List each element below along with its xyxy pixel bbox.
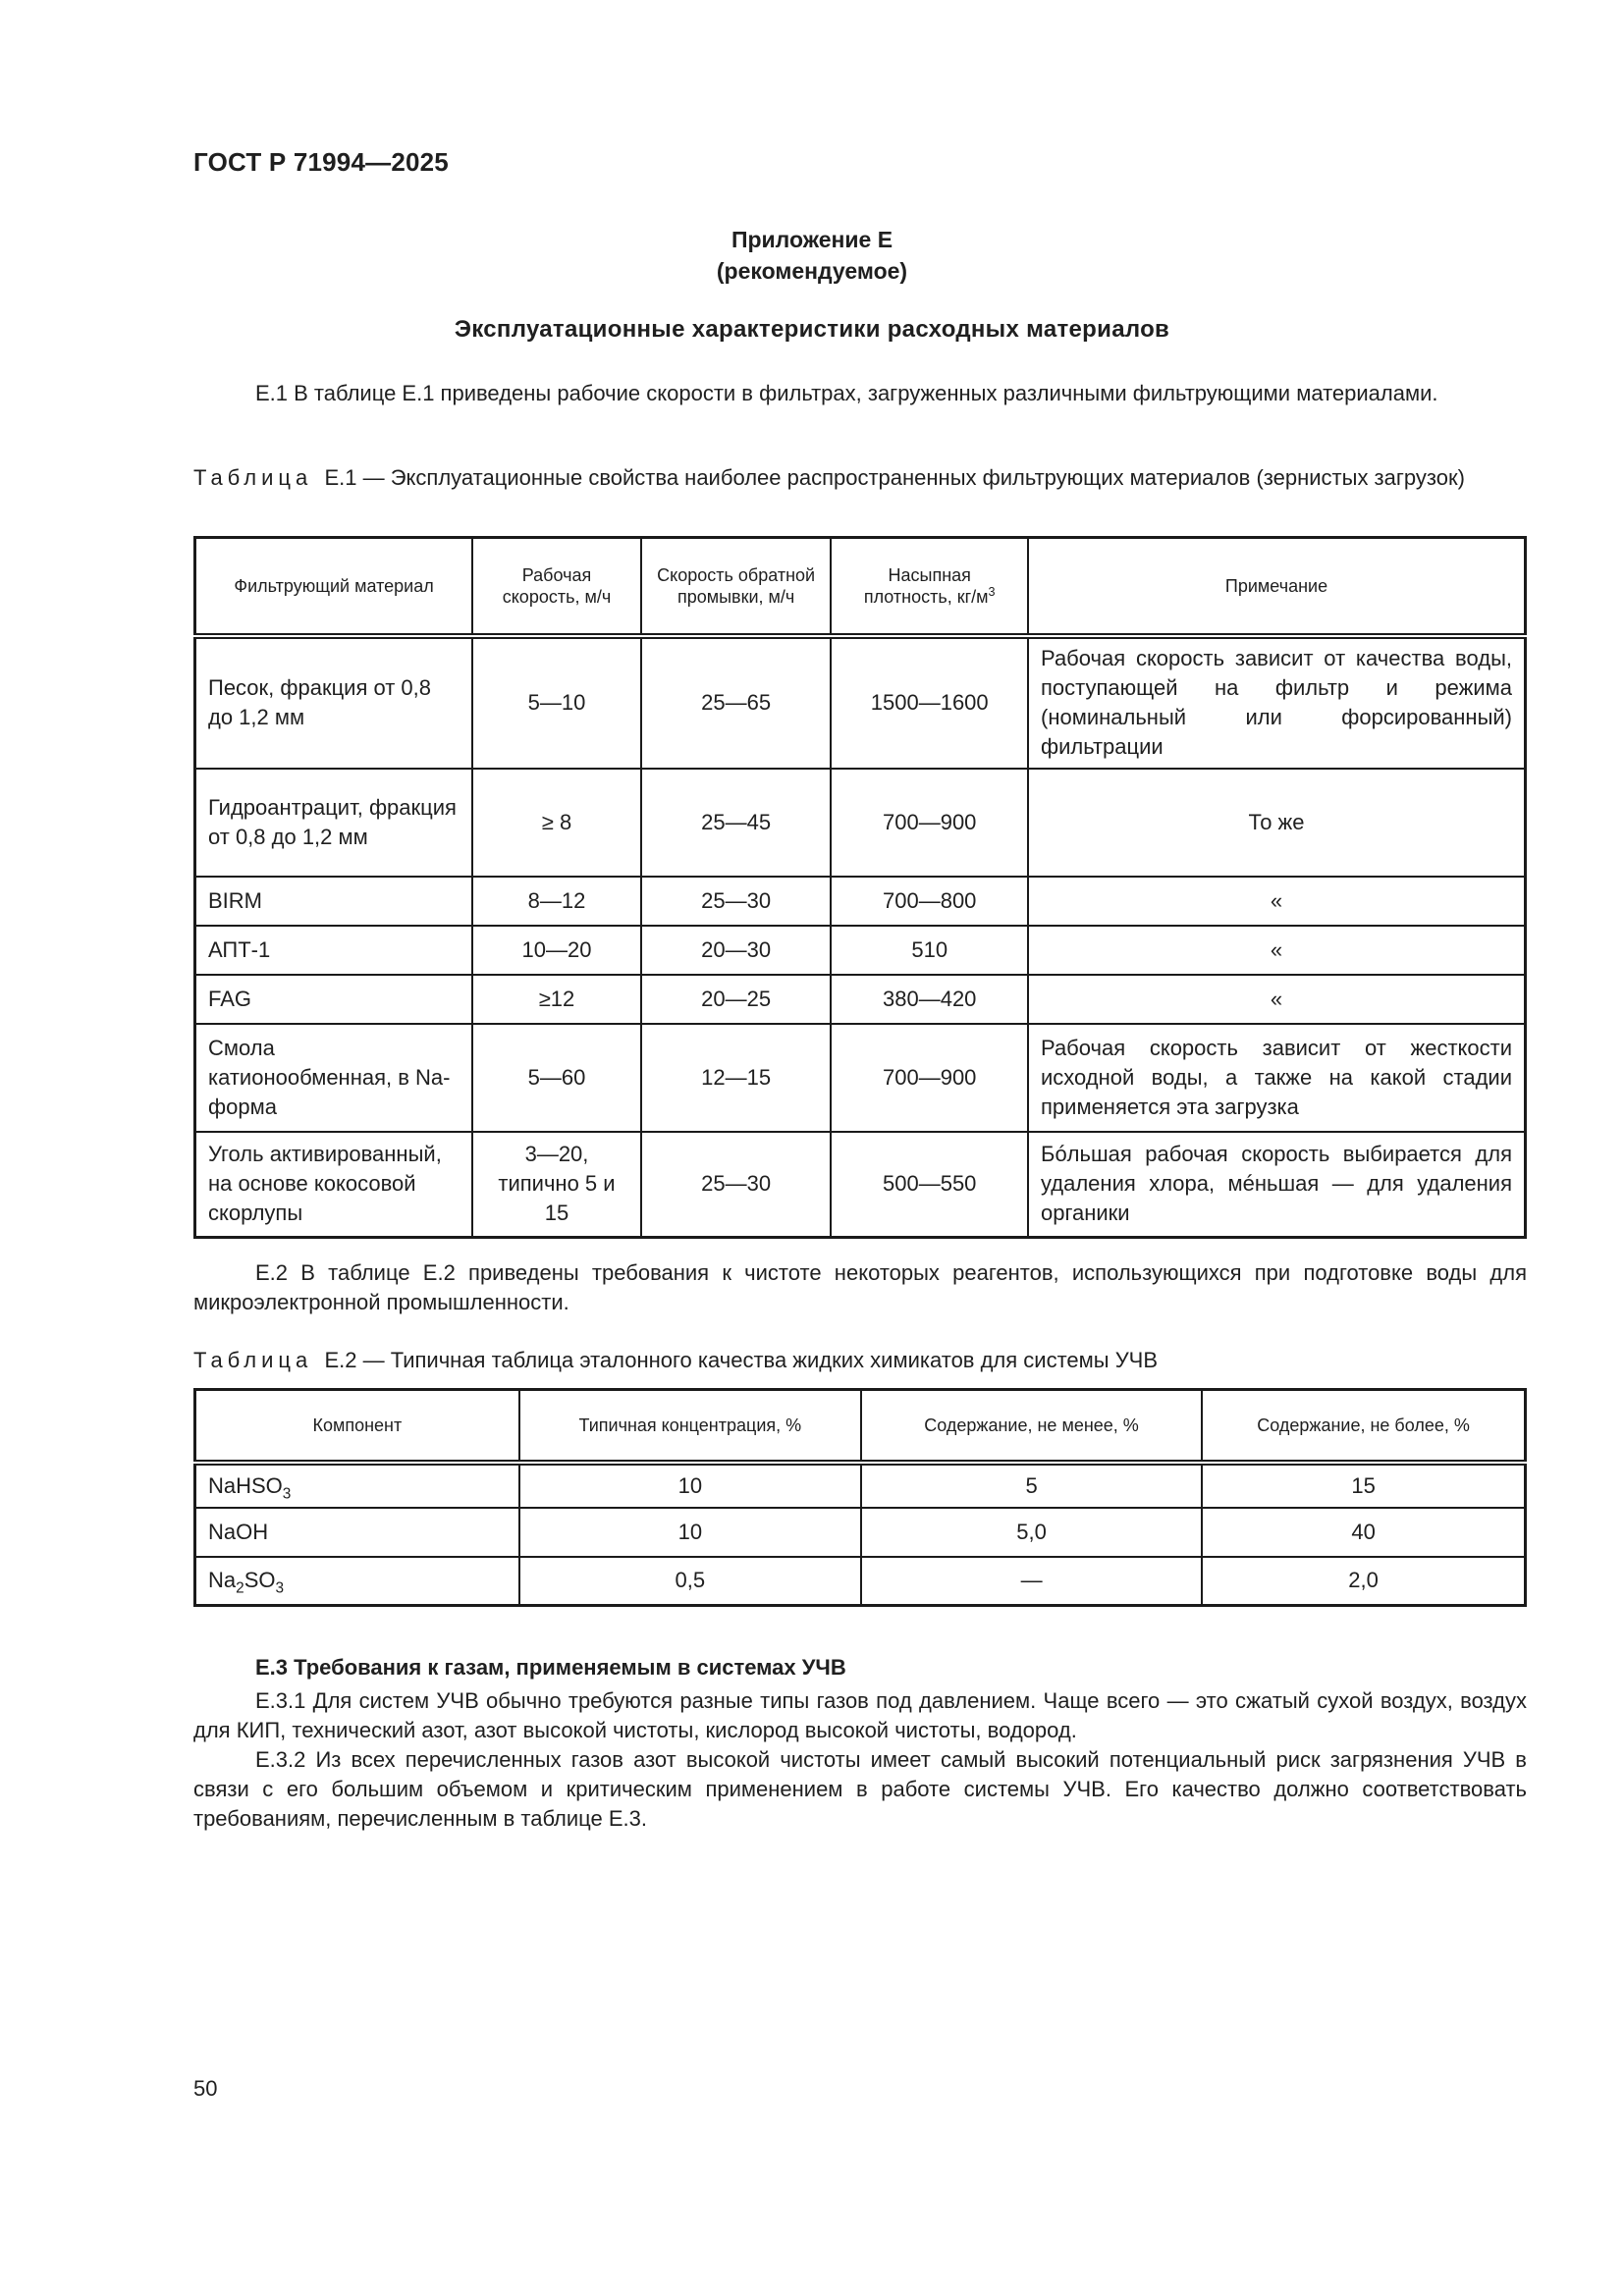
section-e1-text: Е.1 В таблице Е.1 приведены рабочие скорости в фильтрах, загруженных различными фильтрующими материалами. <box>255 381 1438 405</box>
cell-note: Рабочая скорость зависит от жесткости исходной воды, а также на какой стадии применяется эта загрузка <box>1028 1024 1526 1132</box>
header-backwash-speed: Скорость обратной промывки, м/ч <box>641 538 832 636</box>
table-row <box>195 926 1526 975</box>
header-typical-concentration: Типичная концентрация, % <box>519 1390 861 1463</box>
cell-note: То же <box>1028 769 1526 877</box>
annex-title: Приложение Е <box>731 227 893 252</box>
cell-note: Бóльшая рабочая скорость выбирается для удаления хлора, мéньшая — для удаления органики <box>1028 1132 1526 1238</box>
cell-max: 2,0 <box>1202 1557 1525 1606</box>
cell-backwash-speed: 25—65 <box>641 636 832 769</box>
formula-base: NaHSO <box>208 1472 283 1498</box>
cell-backwash-speed: 25—30 <box>641 877 832 926</box>
table-row <box>195 877 1526 926</box>
cell-density: 510 <box>831 926 1028 975</box>
section-e3-heading-text: Е.3 Требования к газам, применяемым в системах УЧВ <box>255 1655 846 1680</box>
formula-sub: 3 <box>275 1579 285 1597</box>
cell-note: « <box>1028 877 1526 926</box>
cell-material: Гидроантрацит, фракция от 0,8 до 1,2 мм <box>195 769 473 877</box>
cell-work-speed: ≥12 <box>472 975 641 1024</box>
cell-min: 5,0 <box>861 1508 1202 1557</box>
cell-material: Уголь активированный, на основе кокосовой скорлупы <box>195 1132 473 1238</box>
table-label: Таблица <box>193 465 313 490</box>
header-density-sup: 3 <box>988 584 996 599</box>
cell-density: 1500—1600 <box>831 636 1028 769</box>
header-density <box>831 538 1028 636</box>
table-e1 <box>193 536 1527 1239</box>
cell-min: — <box>861 1557 1202 1606</box>
table-row <box>195 1557 1526 1606</box>
cell-work-speed: 3—20, типично 5 и 15 <box>472 1132 641 1238</box>
cell-work-speed: 10—20 <box>472 926 641 975</box>
table-row <box>195 1508 1526 1557</box>
formula-mid: SO <box>244 1568 276 1593</box>
header-work-speed: Рабочая скорость, м/ч <box>472 538 641 636</box>
section-e3-2-paragraph <box>193 1745 1527 1834</box>
header-note: Примечание <box>1028 538 1526 636</box>
cell-note: « <box>1028 926 1526 975</box>
table-label: Таблица <box>193 1348 313 1372</box>
cell-work-speed: 8—12 <box>472 877 641 926</box>
cell-density: 700—800 <box>831 877 1028 926</box>
annex-status: (рекомендуемое) <box>716 258 908 284</box>
cell-material: BIRM <box>195 877 473 926</box>
cell-work-speed: 5—10 <box>472 636 641 769</box>
formula-base: NaOH <box>208 1519 269 1544</box>
table-row <box>195 769 1526 877</box>
cell-backwash-speed: 20—30 <box>641 926 832 975</box>
cell-note: Рабочая скорость зависит от качества воды, поступающей на фильтр и режима (номинальный или форсированный) фильтрации <box>1028 636 1526 769</box>
cell-work-speed: 5—60 <box>472 1024 641 1132</box>
table-e2-caption <box>193 1346 1527 1375</box>
table-row <box>195 1463 1526 1508</box>
cell-min: 5 <box>861 1463 1202 1508</box>
formula-sub: 2 <box>236 1579 244 1597</box>
cell-component <box>195 1463 519 1508</box>
table-row <box>195 1132 1526 1238</box>
formula-base: Na <box>208 1568 237 1593</box>
cell-backwash-speed: 25—45 <box>641 769 832 877</box>
document-standard-id: ГОСТ Р 71994—2025 <box>193 147 449 177</box>
cell-density: 380—420 <box>831 975 1028 1024</box>
section-e2-text: Е.2 В таблице Е.2 приведены требования к чистоте некоторых реагентов, использующихся при подготовке воды для микроэлектронной промышленности. <box>193 1260 1527 1314</box>
header-component: Компонент <box>195 1390 519 1463</box>
annex-heading: Эксплуатационные характеристики расходных материалов <box>454 316 1170 343</box>
section-e3-heading <box>193 1653 1527 1682</box>
cell-work-speed: ≥ 8 <box>472 769 641 877</box>
table-row <box>195 636 1526 769</box>
table-header-row <box>195 538 1526 636</box>
cell-component <box>195 1557 519 1606</box>
cell-material: FAG <box>195 975 473 1024</box>
cell-density: 700—900 <box>831 1024 1028 1132</box>
cell-backwash-speed: 12—15 <box>641 1024 832 1132</box>
header-material: Фильтрующий материал <box>195 538 473 636</box>
formula-sub: 3 <box>282 1484 292 1502</box>
table-row <box>195 975 1526 1024</box>
header-content-max: Содержание, не более, % <box>1202 1390 1525 1463</box>
table-header-row <box>195 1390 1526 1463</box>
header-content-min: Содержание, не менее, % <box>861 1390 1202 1463</box>
section-e1-paragraph <box>193 379 1527 408</box>
cell-material: Песок, фракция от 0,8 до 1,2 мм <box>195 636 473 769</box>
cell-max: 40 <box>1202 1508 1525 1557</box>
cell-backwash-speed: 20—25 <box>641 975 832 1024</box>
section-e3-1-text: Е.3.1 Для систем УЧВ обычно требуются разные типы газов под давлением. Чаще всего — это сжатый сухой воздух, воздух для КИП, технический азот, азот высокой чистоты, кислород высокой чистоты, водород. <box>193 1688 1527 1742</box>
section-e2-paragraph <box>193 1258 1527 1317</box>
page-number: 50 <box>193 2076 218 2101</box>
section-e3-2-text: Е.3.2 Из всех перечисленных газов азот высокой чистоты имеет самый высокий потенциальный риск загрязнения УЧВ в связи с его большим объемом и критическим применением в работе системы УЧВ. Его качество должно соответствовать требованиям, перечисленным в таблице Е.3. <box>193 1747 1527 1831</box>
cell-density: 500—550 <box>831 1132 1028 1238</box>
table-row <box>195 1024 1526 1132</box>
table-e1-caption <box>193 463 1527 493</box>
cell-typical: 10 <box>519 1508 861 1557</box>
cell-typical: 10 <box>519 1463 861 1508</box>
cell-material: Смола катионообменная, в Na-форма <box>195 1024 473 1132</box>
cell-backwash-speed: 25—30 <box>641 1132 832 1238</box>
section-e3-1-paragraph <box>193 1686 1527 1745</box>
table-caption-text: Е.2 — Типичная таблица эталонного качества жидких химикатов для системы УЧВ <box>324 1348 1159 1372</box>
cell-note: « <box>1028 975 1526 1024</box>
cell-component <box>195 1508 519 1557</box>
table-caption-text: Е.1 — Эксплуатационные свойства наиболее распространенных фильтрующих материалов (зернистых загрузок) <box>324 465 1465 490</box>
cell-typical: 0,5 <box>519 1557 861 1606</box>
cell-density: 700—900 <box>831 769 1028 877</box>
header-density-text: Насыпная плотность, кг/м <box>863 564 989 607</box>
cell-material: АПТ-1 <box>195 926 473 975</box>
cell-max: 15 <box>1202 1463 1525 1508</box>
table-e2 <box>193 1388 1527 1607</box>
